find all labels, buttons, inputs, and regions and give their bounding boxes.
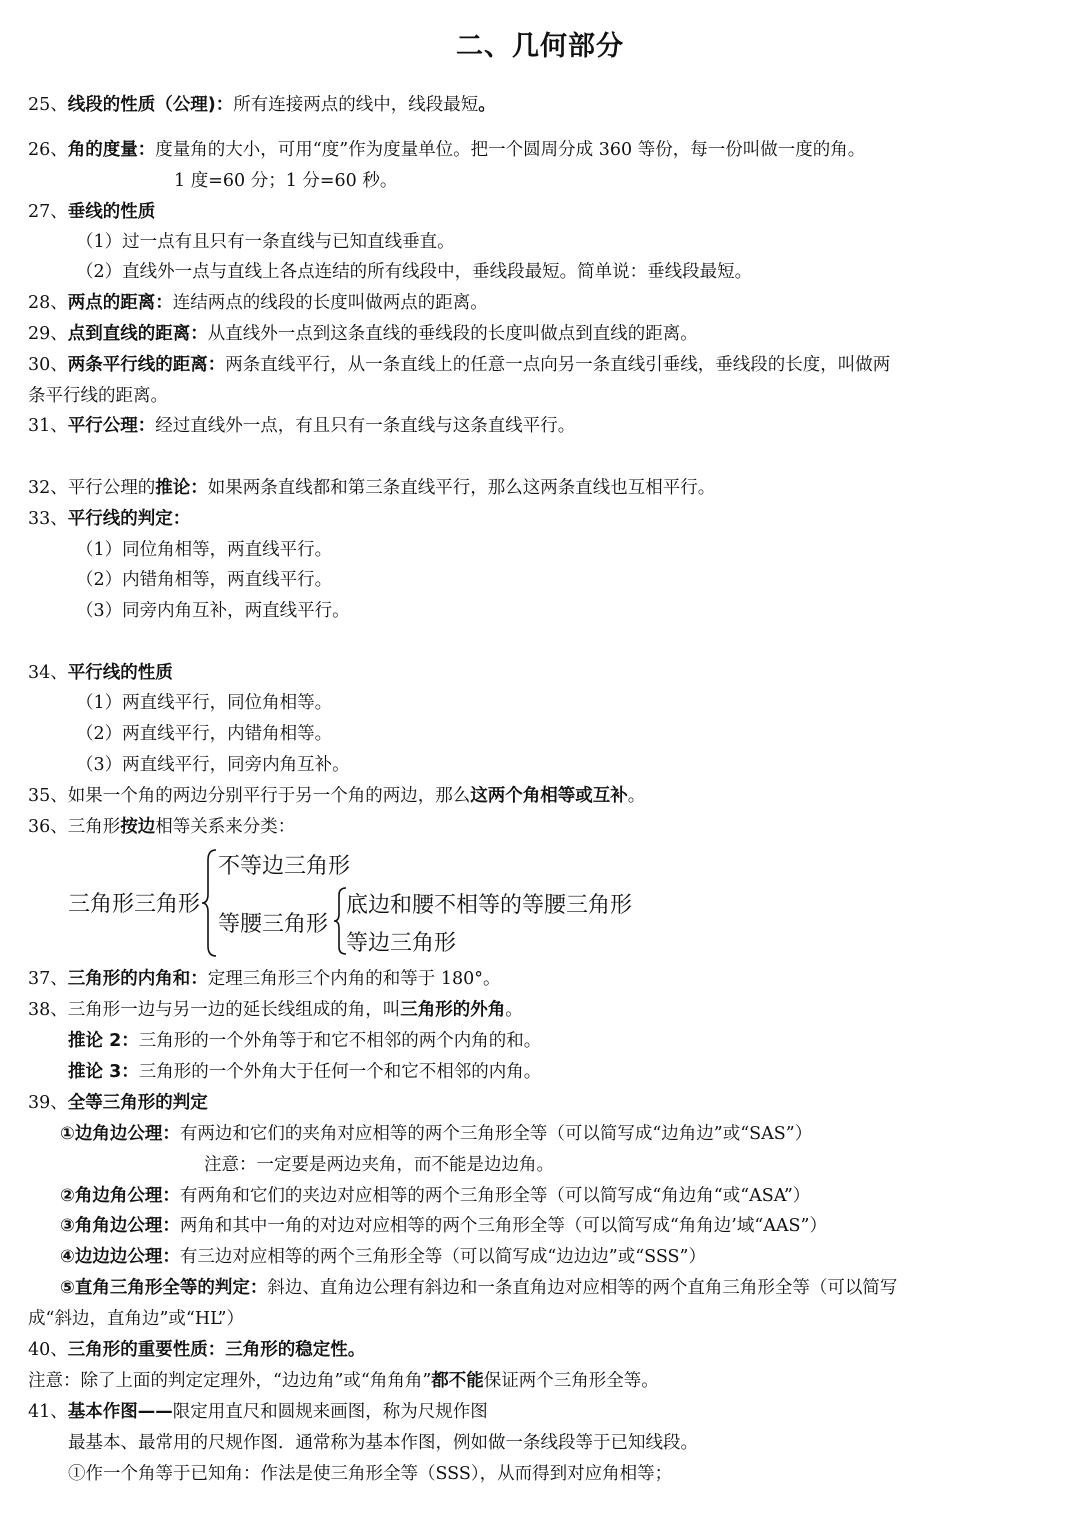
item-34-sub2: （2）两直线平行，内错角相等。 — [76, 724, 333, 744]
note-40: 注意：除了上面的判定定理外，“边边角”或“角角角”都不能保证两个三角形全等。 — [28, 1371, 659, 1391]
item-33-sub2: （2）内错角相等，两直线平行。 — [76, 570, 333, 590]
item-25: 25、线段的性质（公理)：所有连接两点的线中，线段最短。 — [28, 95, 496, 115]
item-41-line2: 最基本、最常用的尺规作图．通常称为基本作图，例如做一条线段等于已知线段。 — [68, 1433, 698, 1453]
item-30: 30、两条平行线的距离：两条直线平行，从一条直线上的任意一点向另一条直线引垂线，垂线段的长度，叫做两 — [28, 355, 891, 375]
item-33: 33、平行线的判定： — [28, 509, 191, 529]
item-33-sub3: （3）同旁内角互补，两直线平行。 — [76, 601, 350, 621]
page-title: 二、几何部分 — [456, 31, 624, 62]
item-38-corollary2: 推论 2：三角形的一个外角等于和它不相邻的两个内角的和。 — [68, 1031, 542, 1051]
item-34-sub3: （3）两直线平行，同旁内角互补。 — [76, 755, 350, 775]
item-29: 29、点到直线的距离：从直线外一点到这条直线的垂线段的长度叫做点到直线的距离。 — [28, 324, 698, 344]
item-39-aas: ③角角边公理：两角和其中一角的对边对应相等的两个三角形全等（可以简写成“角角边’域“AAS”） — [60, 1216, 827, 1236]
item-40: 40、三角形的重要性质：三角形的稳定性。 — [28, 1340, 366, 1360]
diagram-equilateral: 等边三角形 — [346, 931, 457, 956]
item-36: 36、三角形按边相等关系来分类： — [28, 817, 296, 837]
diagram-isosceles-unequal: 底边和腰不相等的等腰三角形 — [346, 893, 633, 918]
item-32: 32、平行公理的推论：如果两条直线都和第三条直线平行，那么这两条直线也互相平行。 — [28, 478, 716, 498]
item-39-asa: ②角边角公理：有两角和它们的夹边对应相等的两个三角形全等（可以简写成“角边角“或“ASA”） — [60, 1186, 811, 1206]
left-brace-outer — [200, 848, 220, 958]
item-39-hl-line2: 成“斜边，直角边”或“HL”） — [28, 1309, 244, 1329]
item-26: 26、角的度量：度量角的大小，可用“度”作为度量单位。把一个圆周分成 360 等份，每一份叫做一度的角。 — [28, 140, 866, 160]
item-27-sub1: （1）过一点有且只有一条直线与已知直线垂直。 — [76, 232, 455, 252]
item-27: 27、垂线的性质 — [28, 202, 156, 222]
item-33-sub1: （1）同位角相等，两直线平行。 — [76, 540, 333, 560]
item-35: 35、如果一个角的两边分别平行于另一个角的两边，那么这两个角相等或互补。 — [28, 786, 646, 806]
item-39: 39、全等三角形的判定 — [28, 1093, 208, 1113]
item-30-line2: 条平行线的距离。 — [28, 386, 168, 406]
item-39-hl: ⑤直角三角形全等的判定：斜边、直角边公理有斜边和一条直角边对应相等的两个直角三角形全等（可以简写 — [60, 1278, 898, 1298]
diagram-root: 三角形三角形 — [68, 892, 201, 917]
item-39-sss: ④边边边公理：有三边对应相等的两个三角形全等（可以简写成“边边边”或“SSS”） — [60, 1247, 706, 1267]
item-26-line2: 1 度=60 分；1 分=60 秒。 — [174, 171, 398, 191]
item-28: 28、两点的距离：连结两点的线段的长度叫做两点的距离。 — [28, 293, 488, 313]
item-39-note: 注意：一定要是两边夹角，而不能是边边角。 — [204, 1155, 554, 1175]
diagram-isosceles: 等腰三角形 — [218, 912, 329, 937]
item-41-line3: ①作一个角等于已知角：作法是使三角形全等（SSS），从而得到对应角相等； — [68, 1464, 673, 1484]
item-39-sas: ①边角边公理：有两边和它们的夹角对应相等的两个三角形全等（可以简写成“边角边”或“SAS”） — [60, 1124, 813, 1144]
item-38-corollary3: 推论 3：三角形的一个外角大于任何一个和它不相邻的内角。 — [68, 1062, 542, 1082]
item-31: 31、平行公理：经过直线外一点，有且只有一条直线与这条直线平行。 — [28, 416, 576, 436]
diagram-scalene: 不等边三角形 — [218, 854, 351, 879]
item-38: 38、三角形一边与另一边的延长线组成的角，叫三角形的外角。 — [28, 1000, 523, 1020]
item-41: 41、基本作图——限定用直尺和圆规来画图，称为尺规作图 — [28, 1402, 488, 1422]
item-34-sub1: （1）两直线平行，同位角相等。 — [76, 693, 333, 713]
item-34: 34、平行线的性质 — [28, 663, 173, 683]
item-37: 37、三角形的内角和：定理三角形三个内角的和等于 180°。 — [28, 969, 501, 989]
item-27-sub2: （2）直线外一点与直线上各点连结的所有线段中，垂线段最短。简单说：垂线段最短。 — [76, 262, 753, 282]
